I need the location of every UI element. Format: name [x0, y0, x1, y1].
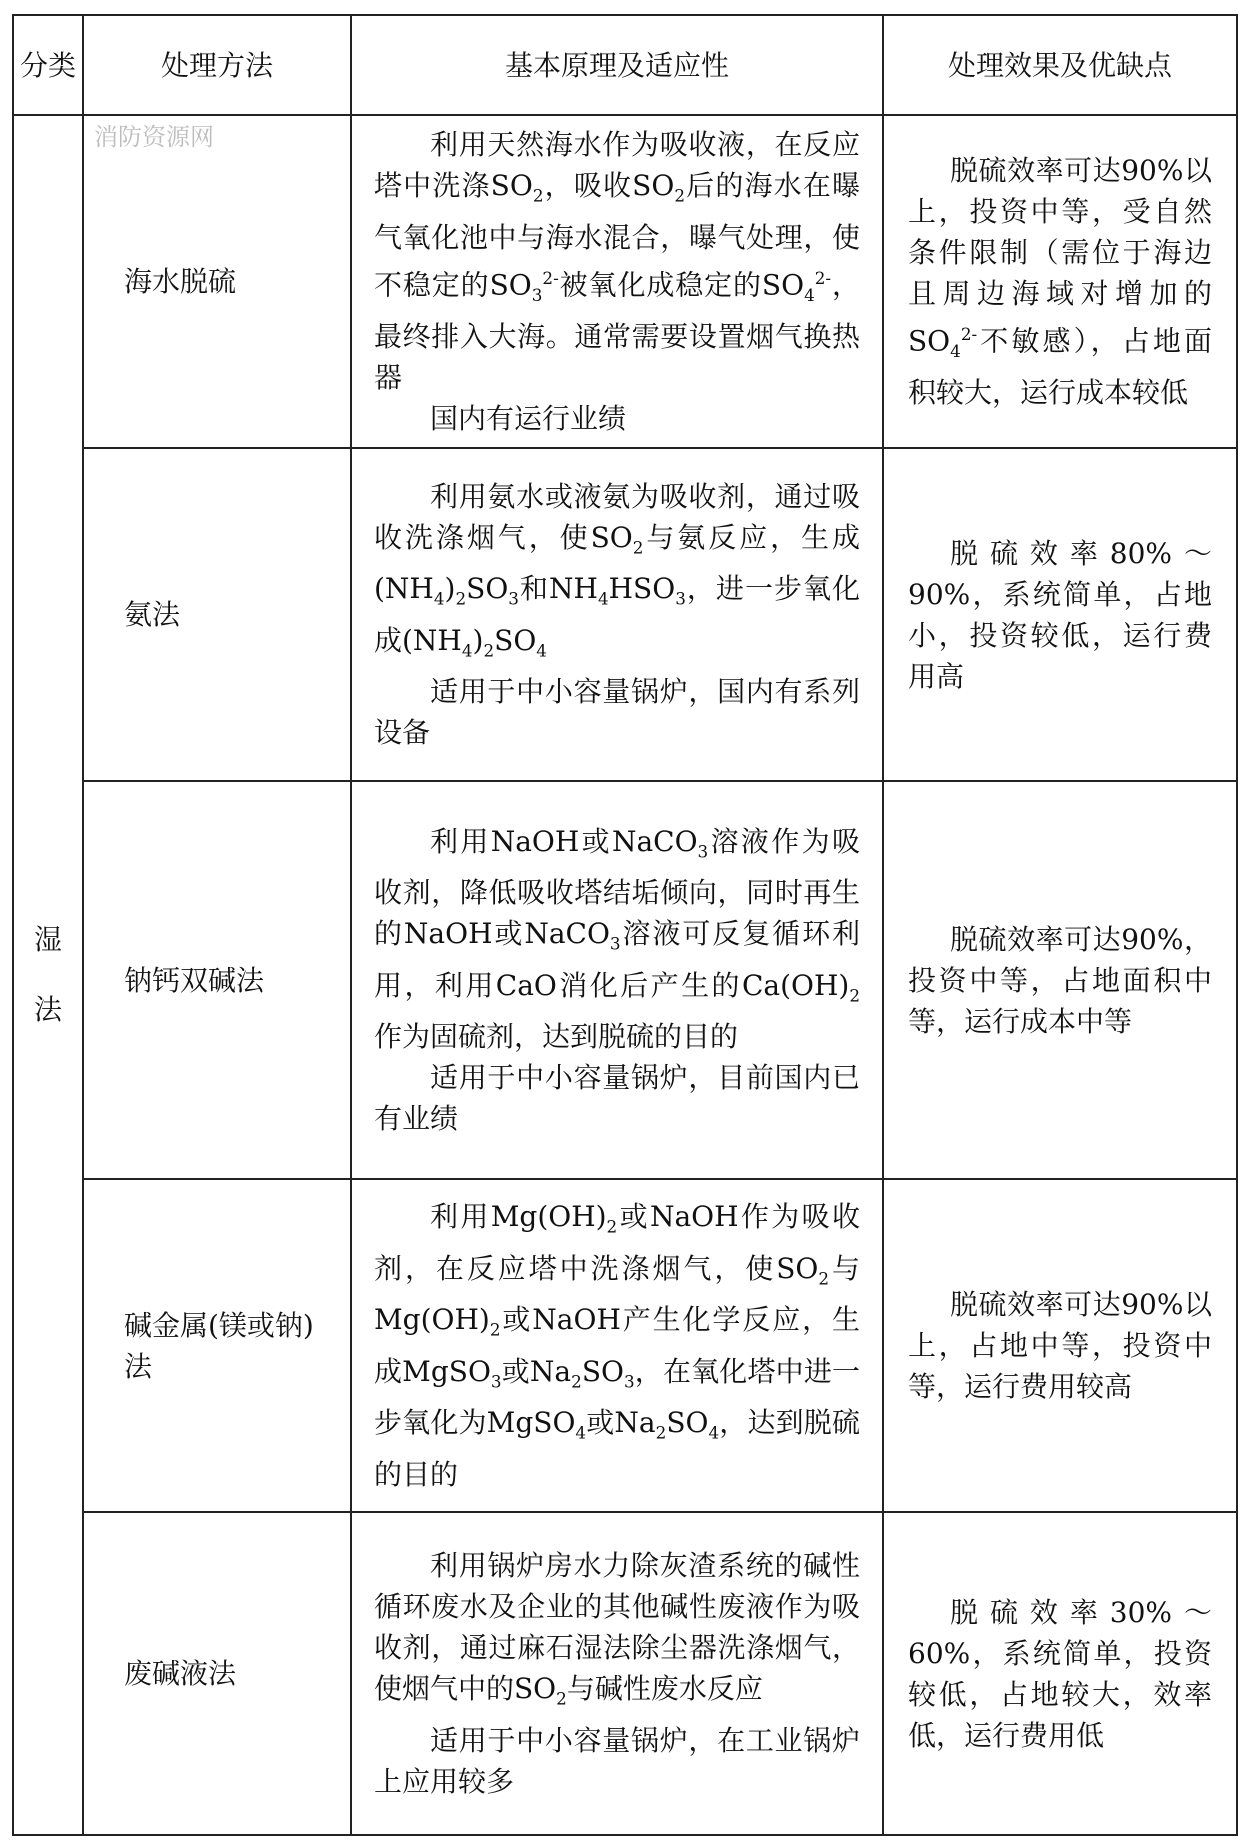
principle-text: 利用天然海水作为吸收液，在反应塔中洗涤$SO_2$，吸收$SO_2$后的海水在曝气氧化池中与海水混合，曝气处理，使不稳定的$SO_3^{2-}$被氧化成稳定的$SO_4^{2-}$，最终排入大海。通常需要设置烟气换热器 [374, 128, 861, 394]
method-label: 海水脱硫 [124, 265, 237, 298]
table-row [13, 1179, 1237, 1512]
method-cell [83, 448, 351, 781]
header-effect: 处理效果及优缺点 [883, 15, 1237, 115]
method-cell [83, 781, 351, 1179]
effect-text: 脱硫效率可达90%以上，占地中等，投资中等，运行费用较高 [908, 1288, 1212, 1403]
effect-text: 脱硫效率可达90%以上，投资中等，受自然条件限制（需位于海边且周边海域对增加的$SO_4^{2-}$不敏感），占地面积较大，运行成本较低 [908, 154, 1212, 409]
effect-cell [883, 1179, 1237, 1512]
effect-text: 脱硫效率80%～90%，系统简单，占地小，投资较低，运行费用高 [908, 536, 1212, 693]
principle-text: 利用锅炉房水力除灰渣系统的碱性循环废水及企业的其他碱性废液作为吸收剂，通过麻石湿法除尘器洗涤烟气，使烟气中的$SO_2$与碱性废水反应 [374, 1549, 860, 1709]
principle-cell [351, 115, 883, 448]
method-cell [83, 1512, 351, 1835]
principle-text: 利用$Mg(OH)_2$或NaOH作为吸收剂，在反应塔中洗涤烟气，使$SO_2$与$Mg(OH)_2$或NaOH产生化学反应，生成MgSO$_3$或$Na_2SO_3$，在氧化塔中进一步氧化为MgSO$_4$或$Na_2SO_4$，达到脱硫的目的 [374, 1200, 860, 1491]
method-label: 钠钙双碱法 [124, 963, 265, 997]
principle-cell [351, 1179, 883, 1512]
header-row [13, 15, 1237, 115]
principle-text: 利用氨水或液氨为吸收剂，通过吸收洗涤烟气，使$SO_2$与氨反应，生成$(NH_4)_2SO_3$和$NH_4HSO_3$，进一步氧化成$(NH_4)_2SO_4$ [374, 479, 860, 661]
desulfurization-table [12, 14, 1238, 1836]
suitability-text: 适用于中小容量锅炉，国内有系列设备 [374, 675, 860, 750]
method-cell [83, 1179, 351, 1512]
effect-cell [883, 448, 1237, 781]
principle-cell [351, 1512, 883, 1835]
header-method: 处理方法 [83, 15, 351, 115]
table-row [13, 448, 1237, 781]
method-cell [83, 115, 351, 448]
effect-cell [883, 115, 1237, 448]
method-label: 废碱液法 [124, 1657, 237, 1690]
effect-text: 脱硫效率30%～60%，系统简单，投资较低，占地较大，效率低，运行费用低 [908, 1595, 1212, 1752]
effect-cell [883, 1512, 1237, 1835]
suitability-text: 适用于中小容量锅炉，目前国内已有业绩 [374, 1061, 860, 1136]
category-char: 法 [33, 993, 62, 1026]
method-label: 氨法 [124, 598, 181, 631]
table-row [13, 1512, 1237, 1835]
effect-cell [883, 781, 1237, 1179]
category-cell [13, 115, 83, 1835]
table-row [13, 115, 1237, 448]
category-char: 湿 [33, 923, 62, 956]
suitability-text: 国内有运行业绩 [430, 401, 627, 435]
effect-text: 脱硫效率可达90%，投资中等，占地面积中等，运行成本中等 [908, 922, 1212, 1038]
header-category: 分类 [13, 15, 83, 115]
header-principle: 基本原理及适应性 [351, 15, 883, 115]
principle-cell [351, 781, 883, 1179]
method-label: 碱金属(镁或钠)法 [124, 1308, 314, 1383]
table-row [13, 781, 1237, 1179]
principle-text: 利用NaOH或NaCO$_3$溶液作为吸收剂，降低吸收塔结垢倾向，同时再生的NaOH或NaCO$_3$溶液可反复循环利用，利用CaO消化后产生的$Ca(OH)_2$作为固硫剂，达到脱硫的目的 [374, 824, 860, 1054]
suitability-text: 适用于中小容量锅炉，在工业锅炉上应用较多 [374, 1723, 860, 1798]
watermark: 消防资源网 [94, 123, 214, 151]
principle-cell [351, 448, 883, 781]
